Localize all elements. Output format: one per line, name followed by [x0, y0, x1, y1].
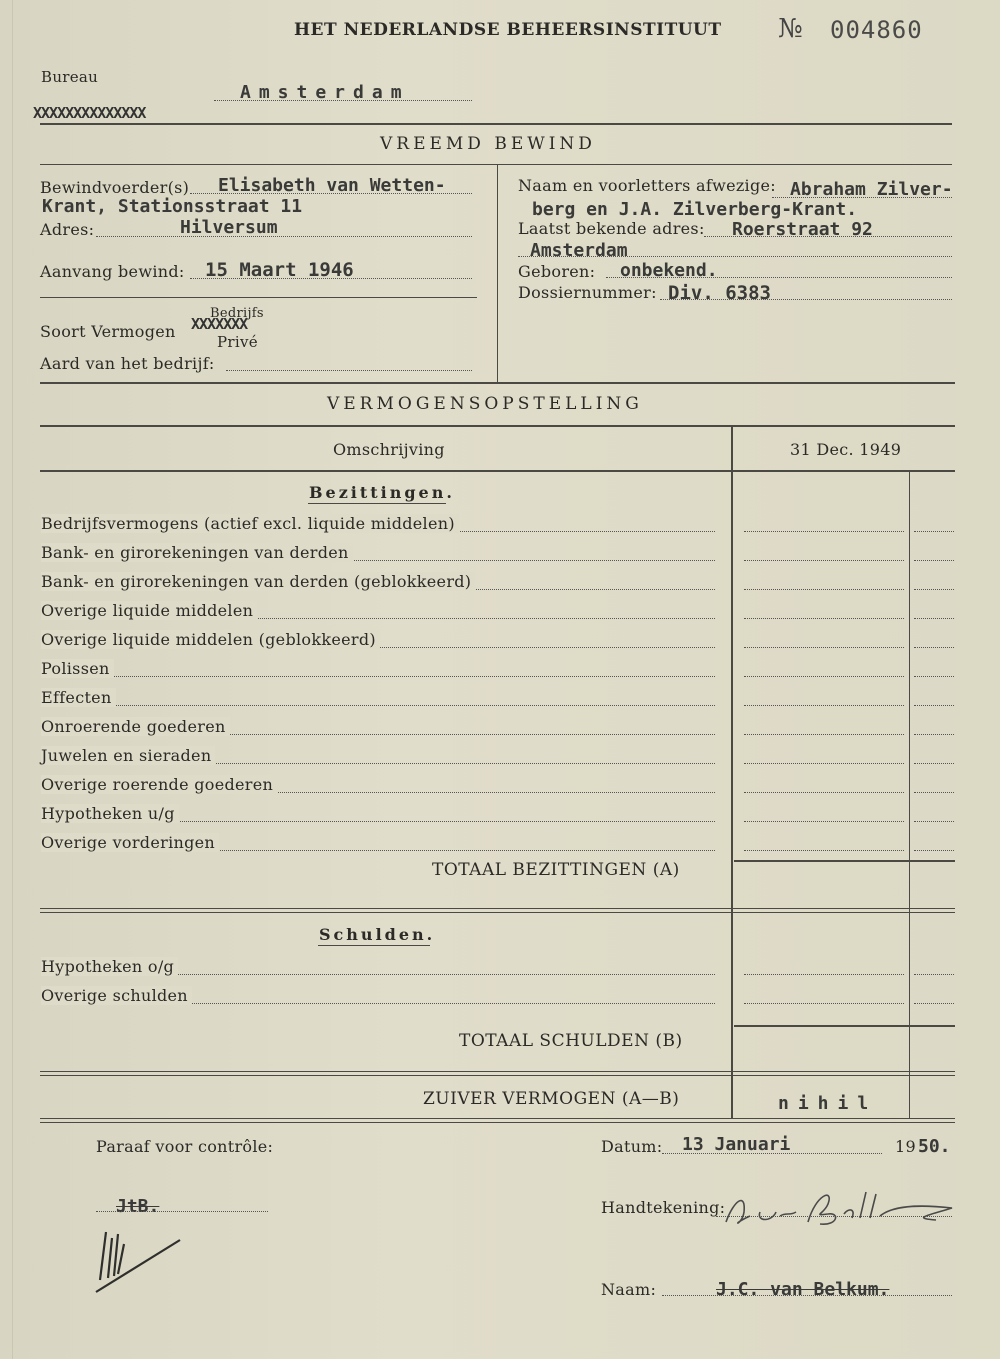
table-row-cents-line — [914, 705, 954, 706]
rule-table-header — [40, 470, 955, 472]
dotted-line — [518, 256, 952, 257]
rule-left — [40, 297, 477, 298]
table-row-amount-line — [744, 647, 904, 648]
rule-bottom-a — [40, 1118, 955, 1119]
table-row-cents-line — [914, 647, 954, 648]
table-row-amount-line — [744, 589, 904, 590]
rule-zuiver-b — [40, 1075, 955, 1076]
dotted-line — [96, 1211, 268, 1212]
table-row-cents-line — [914, 734, 954, 735]
table-row-label: Bank- en girorekeningen van derden — [41, 543, 353, 562]
adres-value: Hilversum — [180, 217, 278, 238]
paraaf-label: Paraaf voor contrôle: — [96, 1137, 274, 1156]
table-row-cents-line — [914, 1003, 954, 1004]
laatst-adres-value-1: Roerstraat 92 — [732, 219, 873, 240]
table-row-amount-line — [744, 821, 904, 822]
year-suffix: 50. — [918, 1136, 951, 1157]
rule-zuiver-a — [40, 1071, 955, 1072]
dotted-line — [96, 236, 472, 237]
soort-option-bedrijfs: Bedrijfs — [210, 306, 264, 321]
institute-title: HET NEDERLANDSE BEHEERSINSTITUUT — [294, 20, 722, 40]
table-row-cents-line — [914, 560, 954, 561]
aard-label: Aard van het bedrijf: — [40, 354, 215, 373]
totaal-schulden: TOTAAL SCHULDEN (B) — [459, 1031, 683, 1051]
column-divider-main — [731, 426, 733, 1118]
dotted-line — [606, 277, 952, 278]
table-row-label: Overige liquide middelen (geblokkeerd) — [41, 630, 380, 649]
geboren-value: onbekend. — [620, 260, 718, 281]
table-row-label: Effecten — [41, 688, 116, 707]
table-row-label: Juwelen en sieraden — [41, 746, 215, 765]
dotted-line — [662, 1153, 882, 1154]
bureau-label: Bureau — [41, 68, 99, 86]
laatst-adres-label: Laatst bekende adres: — [518, 219, 705, 238]
naam-afwezige-value-2: berg en J.A. Zilverberg-Krant. — [532, 199, 858, 220]
crossed-out-text: XXXXXXXXXXXXXX — [33, 104, 146, 122]
table-row-amount-line — [744, 734, 904, 735]
table-row-amount-line — [744, 676, 904, 677]
bewindvoerder-value-2: Krant, Stationsstraat 11 — [42, 196, 303, 217]
paraaf-signature-mark — [88, 1218, 188, 1304]
table-row-amount-line — [744, 792, 904, 793]
table-row-amount-line — [744, 974, 904, 975]
dotted-line — [772, 197, 952, 198]
table-row-amount-line — [744, 850, 904, 851]
schulden-heading: Schulden. — [319, 925, 436, 944]
table-row-cents-line — [914, 618, 954, 619]
table-row-amount-line — [744, 1003, 904, 1004]
paraaf-value: JtB. — [116, 1196, 160, 1217]
dotted-line — [190, 193, 472, 194]
table-row-cents-line — [914, 850, 954, 851]
page-edge — [12, 0, 13, 1359]
table-row-leader — [41, 676, 715, 677]
dotted-line — [190, 278, 472, 279]
bezittingen-underline — [308, 503, 446, 504]
table-row-cents-line — [914, 589, 954, 590]
rule-table-top — [40, 425, 955, 427]
aanvang-value: 15 Maart 1946 — [205, 259, 354, 281]
dotted-line — [660, 299, 952, 300]
datum-label: Datum: — [601, 1137, 663, 1156]
naam-value: J.C. van Belkum. — [716, 1279, 890, 1300]
table-row-label: Bedrijfsvermogens (actief excl. liquide middelen) — [41, 514, 459, 533]
totaal-sch-rule — [734, 1025, 955, 1027]
rule-bewind-top — [40, 164, 952, 165]
totaal-bezittingen: TOTAAL BEZITTINGEN (A) — [432, 860, 680, 880]
bezittingen-heading: Bezittingen. — [309, 483, 455, 502]
naam-label: Naam: — [601, 1280, 657, 1299]
soort-label: Soort Vermogen — [40, 322, 176, 341]
soort-option-bedrijfs-crossed: XXXXXXX — [191, 315, 248, 333]
table-row-cents-line — [914, 531, 954, 532]
dotted-line — [662, 1295, 952, 1296]
aanvang-label: Aanvang bewind: — [40, 262, 185, 281]
table-row-amount-line — [744, 531, 904, 532]
handtekening-label: Handtekening: — [601, 1198, 726, 1217]
bewindvoerder-label: Bewindvoerder(s) — [40, 178, 190, 197]
table-row-label: Overige vorderingen — [41, 833, 219, 852]
bureau-dotted-line — [214, 100, 472, 101]
table-row-cents-line — [914, 763, 954, 764]
column-divider-cents — [909, 472, 910, 1118]
table-row-amount-line — [744, 705, 904, 706]
rule-bottom-b — [40, 1122, 955, 1123]
dossier-label: Dossiernummer: — [518, 283, 657, 302]
table-row-cents-line — [914, 821, 954, 822]
section-title-vermogen: VERMOGENSOPSTELLING — [327, 394, 643, 414]
schulden-underline — [318, 945, 430, 946]
table-row-cents-line — [914, 974, 954, 975]
table-row-amount-line — [744, 763, 904, 764]
table-row-label: Polissen — [41, 659, 114, 678]
table-row-cents-line — [914, 792, 954, 793]
bewind-divider — [497, 165, 498, 382]
table-row-label: Hypotheken u/g — [41, 804, 179, 823]
handwritten-signature — [716, 1182, 966, 1234]
section-title-bewind: VREEMD BEWIND — [380, 134, 596, 154]
table-row-label: Overige liquide middelen — [41, 601, 257, 620]
dotted-line — [226, 370, 472, 371]
adres-label: Adres: — [40, 220, 95, 239]
table-row-label: Onroerende goederen — [41, 717, 230, 736]
table-row-label: Overige schulden — [41, 986, 192, 1005]
col-omschrijving: Omschrijving — [333, 440, 445, 459]
table-row-amount-line — [744, 560, 904, 561]
geboren-label: Geboren: — [518, 262, 596, 281]
datum-value: 13 Januari — [682, 1134, 791, 1155]
table-row-label: Overige roerende goederen — [41, 775, 277, 794]
dossier-value: Div. 6383 — [668, 282, 771, 304]
table-row-label: Bank- en girorekeningen van derden (geblokkeerd) — [41, 572, 475, 591]
soort-option-prive: Privé — [217, 333, 258, 351]
naam-afwezige-label: Naam en voorletters afwezige: — [518, 176, 776, 195]
col-date: 31 Dec. 1949 — [790, 440, 902, 459]
dotted-line — [704, 236, 952, 237]
rule-vermogen-top — [40, 382, 955, 384]
table-row-label: Hypotheken o/g — [41, 957, 178, 976]
bureau-value: Amsterdam — [240, 82, 410, 103]
zuiver-vermogen-label: ZUIVER VERMOGEN (A—B) — [423, 1089, 680, 1109]
zuiver-vermogen-value: nihil — [778, 1093, 878, 1114]
number-sign: № — [778, 14, 803, 44]
table-row-amount-line — [744, 618, 904, 619]
year-prefix: 19 — [895, 1137, 916, 1156]
rule-schulden-b — [40, 912, 955, 913]
document-number: 004860 — [830, 16, 923, 44]
totaal-bez-rule — [734, 860, 955, 862]
rule-top — [40, 123, 952, 125]
table-row-cents-line — [914, 676, 954, 677]
rule-schulden-a — [40, 908, 955, 909]
table-row-leader — [41, 705, 715, 706]
bewindvoerder-value-1: Elisabeth van Wetten- — [218, 175, 446, 196]
naam-afwezige-value-1: Abraham Zilver- — [790, 179, 953, 200]
laatst-adres-value-2: Amsterdam — [530, 240, 628, 261]
